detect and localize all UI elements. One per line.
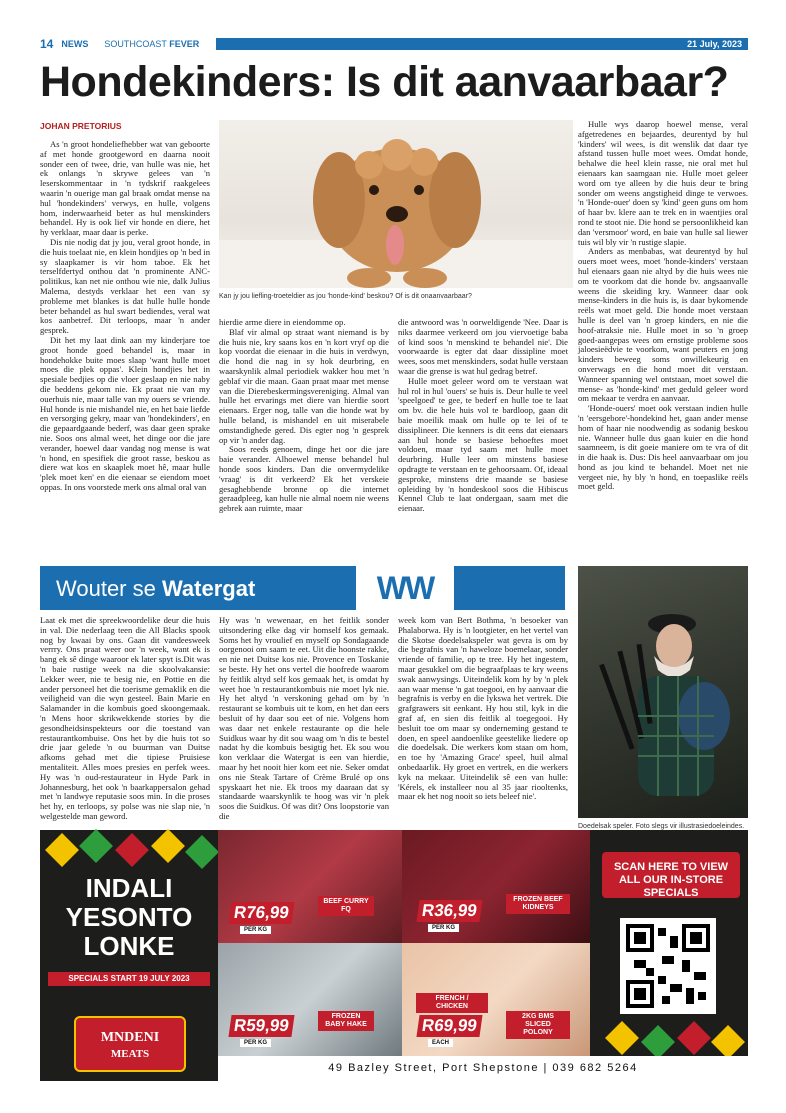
paragraph: Hulle wys daarop hoewel mense, veral afgetredenes en bejaardes, deurentyd by hul 'kinders' wil wees, is dit wenslik dat daar tye afstand tussen hulle moet wees. Omdat honde, behalwe die heel klein rasse, nie oral met hul eienaars kan saamgaan nie. Hulle moet geleer word om tye alleen by die huis deur te bring sonder om weens angstigheid dinge te verwoes. 'n 'Honde-ouer' doen sy 'kind' geen guns om hom of haar bv. klere aan te trek en in waentjies oral rond te stoot nie. Die hond se persoonlikheid kan dan 'versmoor' word, en baie van hulle sal liewer tuis wil bly vir 'n rustige slapie. xyxy=(578,119,748,247)
product-price: R76,99 xyxy=(228,902,294,924)
paragraph: Anders as menbabas, wat deurentyd by hul ouers moet wees, moet 'honde-kinders' verstaan hul eienaars gaan nie altyd by die huis wees nie om te voorkom dat die honde bv. angsaanvalle weens die skeiding kry. Wanneer daar ook mense-kinders in die huis is, is daar bykomende reëls wat moet geld. Die honde moet verstaan hulle is deel van 'n groep kinders, en nie die hoof-atraksie nie. Hulle moet in so 'n groep goed-aangepas wees om ernstige probleme soos jaloesieëdvie te voorkom, want peuters en jong kinders beweeg soms onwillekeurig en onverwags en die hond moet dit verstaan. Wanneer spanning wel ontstaan, moet sowel die mense- as 'honde-kind' met geduld geleer word om mekaar te verdra en aanvaar. xyxy=(578,246,748,404)
ww-badge: WW xyxy=(356,566,454,610)
article-byline: JOHAN PRETORIUS xyxy=(40,121,122,131)
watergat-title: Wouter se Watergat xyxy=(56,576,256,601)
article-column-3 xyxy=(398,318,568,552)
product-name: FROZEN BEEF KIDNEYS xyxy=(506,894,570,914)
paragraph: Hulle moet geleer word om te verstaan wat hul rol in hul 'ouers' se huis is. Deur hulle te veel 'speelgoed' te gee, te bederf en hulle toe te laat om bv. die hele huis vol te bardloop, gaan dit baie moeilik maak om hulle op te lei of te dissiplineer. Die kenners is dit eens dat eienaars aan hul honde se basiese behoeftes moet voldoen, maar tyd saam met hulle moet deurbring. Hulle leer om minstens basiese opdragte te verstaan en te gehoorsaam. Of, ideaal gesproke, minstens drie maande se basiese opleiding by 'n hondeskool soos die Hibiscus Kennel Club te laat ondergaan, saam met die eienaar. xyxy=(398,375,568,514)
product-price: R59,99 xyxy=(228,1015,294,1037)
paragraph: Dis nie nodig dat jy jou, veral groot honde, in die huis toelaat nie, en klein hondjies op 'n bed in sy slaapkamer is vir hom taboe. Ek het terselfdertyd onthou dat 'n prominente ANC-politikus, kan net nie onthou wie nie, dalk Julius Malema, destyds verklaar het een van sy probleme met blankes is dat hulle hulle honde beter behandel as hul swart bediendes, veral wat kos aanbetref. Dit terloops, maar 'n ander gesprek. xyxy=(40,236,210,336)
paragraph: 'Honde-ouers' moet ook verstaan indien hulle 'n 'eersgebore'-hondekind het, gaan ander mense hom of haar nie noodwendig as sodanig beskou nie. Wanneer hulle dus gaan kuier en die hond saamneem, is dit goeie maniere om te vra of dit in die haak is. Dus: Dis heel aanvaarbaar om jou hond as jou kind te behandel. Moet net nie vergeet nie, hy bly 'n hond, en toepaslike reëls moet geld. xyxy=(578,403,748,492)
paragraph: Blaf vir almal op straat want niemand is by die huis nie, kry saans kos en 'n kort vryf op die kop voordat die eienaar in die huis in verdwyn, die hond die nag in sy hok deurbring, en waarskynlik almal periodiek wakker hou met 'n geblaf vir die maan. Gaan praat maar met mense van die Dierebeskermingsvereniging. Almal van hulle het ervarings met diere van hierdie soort eienaars. Erger nog, talle van die honde wat by hulle beland, is mishandel en uit miserabele omstandighede gered. Dis egter nog 'n gesprek op vir 'n ander dag. xyxy=(219,326,389,445)
article-headline: Hondekinders: Is dit aanvaarbaar? xyxy=(40,58,729,106)
paragraph: Soos reeds genoem, dinge het oor die jare baie verander. Alhoewel mense behandel hul honde soos kinders. Dan die onvermydelike 'vraag' is dit verkeerd? Ek het verskeie gesaghebbende bronne op die internet geraadpleeg, kan hulle nie almal noem nie weens gebrek aan ruimte, maar xyxy=(219,444,389,514)
specials-start-banner: SPECIALS START 19 JULY 2023 xyxy=(48,972,210,986)
qr-code[interactable] xyxy=(620,918,716,1014)
dog-illustration xyxy=(219,120,573,288)
product-name: BEEF CURRY FQ xyxy=(318,896,374,916)
product-top-label: FRENCH / CHICKEN xyxy=(416,993,488,1013)
product-unit: PER KG xyxy=(240,926,271,934)
paragraph: week kom van Bert Bothma, 'n besoeker van Phalaborwa. Hy is 'n lootgieter, en het vertel van die Skotse doedelsakspeler wat gevra is om by die begrafnis van 'n haweloze boemelaar, sonder vriende of familie, op te tree. Hy het ingestem, maar gesukkel om die begraafplaas te kry weens swak aanwysings. Uiteindelik kom hy by 'n plek aan waar mense 'n gat toegooi, en hy aanvaar die begrafnis is verby en die lykswa het vertrek. Die grafgrawers sit eenkant. Hy hou stil, kyk in die graf af, en sien dis feitlik al toegegooi. Hy besluit toe om maar sy onderneming gestand te doen, en speel aandoenlike geestelike liedere op die doedelsak. Die werkers kom staan om hom, en toe hy 'Amazing Grace' speel, huil almal onbedaarlik. Hy groet en vertrek, en die werkers kyk na mekaar. Uiteindelik sê een van hulle: 'Kérels, ek installeer nou al 35 jaar riooltenks, maar ek het nog nooit so iets beleef nie'. xyxy=(398,615,568,802)
watergat-banner xyxy=(40,566,565,610)
product-price: R36,99 xyxy=(416,900,482,922)
page-number: 14 xyxy=(40,37,54,51)
product-unit: EACH xyxy=(428,1039,453,1047)
watergat-column-2 xyxy=(219,615,389,821)
bagpiper-photo xyxy=(578,566,748,818)
watergat-column-1 xyxy=(40,615,210,821)
paragraph: Dit het my laat dink aan my kinderjare toe groot honde goed behandel is, maar in hondehokke buite moes slaap 'want hulle moet moes die plek oppas'. Klein hondjies het in spesiale bedjies op die vloer geslaap en nie naby die beddens gekom nie. Ek praat nie van my ouerhuis nie, maar talle van my ouers se vriende. Hul honde is nie mishandel nie, en het baie liefde en versorging gekry, maar van 'hondekinders', en die gepaardgaande bederf, was daar geen sprake nie. Soos ons almal weet, het dinge oor die jare verander, hoewel daar vandag nog mense is wat 'n hond, en spesifiek die groot rasse, beskou as diere wat kos en skaaplek moet hê, maar hulle 'plek moet ken' en die eienaar se eiendom moet oppas. In ons voorstede merk ons almal oral van xyxy=(40,334,210,492)
section-name: NEWS xyxy=(61,39,89,49)
ad-right-panel xyxy=(590,830,748,1056)
mndeni-advertisement xyxy=(40,830,748,1081)
watergat-column-3 xyxy=(398,616,568,806)
ad-slogan: INDALI YESONTO LONKE xyxy=(65,873,193,961)
paragraph: As 'n groot hondeliefhebber wat van geboorte af met honde grootgeword en daarna nooit sonder een of twee, drie, van hulle was nie, het ek onlangs 'n skrywe gelees van 'n leserskommentaar in 'n tydskrif raakgelees waarin 'n ouerige man gal braak omdat mense na hul 'hondekinders' verwys, en hulle, volgens hom, inderwaarheid beter as hul menskinders behandel. Hy is ook lief vir honde en diere, het hy verklaar, maar daar is perke. xyxy=(40,139,210,238)
product-price: R69,99 xyxy=(416,1015,482,1037)
product-name: 2KG BMS SLICED POLONY xyxy=(506,1011,570,1039)
article-column-1 xyxy=(40,140,210,550)
date-bar: 21 July, 2023 xyxy=(216,38,748,50)
paragraph: Laat ek met die spreekwoordelike deur die huis in val. Die nederlaag teen die All Blacks spook nog by kwaai by ons. Gaan dit vandeesweek verrry. Ons praat weer oor 'n week, want ek is bang ek sê dinge waaroor ek later spyt is.Dit was 'n baie rustige week na die skoolvakansie: Lekker weer, nie te besig nie, en Pottie en die ander personeel het die toerisme gemaklik en die veiligheid van die wyn gesteel. Bain Marie en Salamander in die kombuis goed skoongemaak. 'n Mens hoor skrikwekkende stories by die gesondheidsinspekteurs oor die toestand van restaurantkombuise. Ons het by die huis tot so drie jaar gelede 'n ou buurman van Duitse afkoms gehad met die tipiese Pruisiese mentaliteit. Alles moes presies en perfek wees. Hy was 'n oud-restaurateur in Hyde Park in Johannesburg, het ook 'n baarkappersalon gehad met 'n landwye reputasie soos min. In die proses het hy, en terloops, sy polse was nie slap nie, 'n welgestelde man geword. xyxy=(40,615,210,821)
scan-specials-banner: SCAN HERE TO VIEW ALL OUR IN-STORE SPECIALS xyxy=(602,852,740,898)
publication-name: SOUTHCOAST FEVER xyxy=(104,39,200,49)
product-tile-baby-hake[interactable] xyxy=(218,943,402,1056)
paragraph: Hy was 'n wewenaar, en het feitlik sonder uitsondering elke dag vir homself kos gemaak. Soms het hy vroulief en myself op Sondagaande oorgenooi om saam te eet. Uit die hoonste rakke, en nie net Duitse kos nie. Provence en Toskanie se beste. Hy het ons vertel die hoofrede waarom hy feitlik altyd self kos gemaak het, is omdat hy weet hoe 'n restaurantkombuis nie moet lyk nie. Hy het altyd 'n verskoning gehad om by 'n restaurant se kombuis uit te kom, en het dan eers besluit of hy daar sou eet of nie. Volgens hom was daar net enkele restaurante op die hele Suidkus waar hy dit sou waag om 'n dis te bestel nadat hy die kombuis besigtig het. Ek sou wou kon verklaar die Watergat is een van hierdie, maar hy het nooit hier kom eet nie. Seker omdat ons nie Steak Tartare of Crème Brulé op ons spyskaart het nie. Ek troos my daaraan dat sy standaarde waarskynlik te hoog was vir 'n plek soos die Suidkus. Of was dit? Ons loopstorie van die xyxy=(219,615,389,821)
product-unit: PER KG xyxy=(240,1039,271,1047)
product-tile-beef-kidneys[interactable] xyxy=(402,830,590,943)
product-unit: PER KG xyxy=(428,924,459,932)
paragraph: hierdie arme diere in eiendomme op. xyxy=(219,317,346,327)
product-tile-polony[interactable] xyxy=(402,943,590,1056)
bagpiper-illustration xyxy=(578,566,748,818)
article-column-4 xyxy=(578,120,748,550)
mndeni-logo: MNDENI MEATS xyxy=(74,1016,186,1072)
paragraph: die antwoord was 'n oorweldigende 'Nee. Daar is niks daarmee verkeerd om jou viervoetige baba of kind soos 'n menskind te behandel nie'. Die voorwaarde is egter dat daar dissipline moet wees, soos met menskinders, sodat hulle verstaan waar die grense is wat hul gedrag betref. xyxy=(398,317,568,376)
article-column-2 xyxy=(219,318,389,552)
product-name: FROZEN BABY HAKE xyxy=(318,1011,374,1031)
bagpiper-caption: Doedelsak speler. Foto slegs vir illustrasiedoeleindes. xyxy=(578,823,745,830)
store-address: 49 Bazley Street, Port Shepstone | 039 682 5264 xyxy=(218,1056,748,1081)
page-header xyxy=(40,36,748,52)
dog-photo-caption: Kan jy jou liefling-troeteldier as jou 'honde-kind' beskou? Of is dit onaanvaarbaar? xyxy=(219,293,472,300)
dog-photo xyxy=(219,120,573,288)
qr-code-icon xyxy=(626,924,710,1008)
ad-left-panel xyxy=(40,830,218,1081)
product-tile-beef-curry[interactable] xyxy=(218,830,402,943)
